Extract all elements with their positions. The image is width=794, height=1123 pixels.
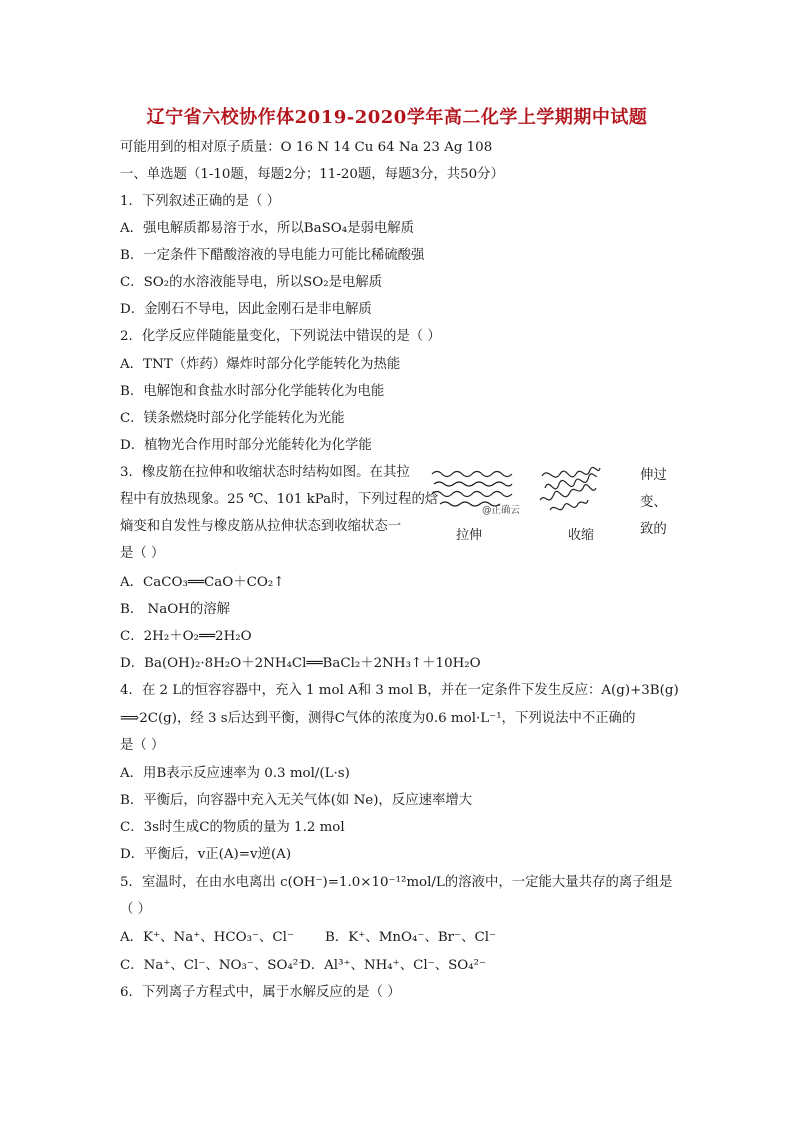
- q2-option-a: A．TNT（炸药）爆炸时部分化学能转化为热能: [120, 357, 401, 372]
- q4-stem-line2: ⟹2C(g)，经 3 s后达到平衡，测得C气体的浓度为0.6 mol·L⁻¹，下列说法中不正确的: [120, 711, 636, 726]
- q3-option-b: B． NaOH的溶解: [120, 602, 231, 617]
- q2-stem: 2．化学反应伴随能量变化，下列说法中错误的是（ ）: [120, 329, 441, 344]
- q4-option-a: A．用B表示反应速率为 0.3 mol/(L·s): [120, 766, 350, 781]
- q3-side-text3: 致的: [640, 522, 667, 537]
- q5-option-b: B．K⁺、MnO₄⁻、Br⁻、Cl⁻: [325, 930, 497, 945]
- q3-option-c: C．2H₂＋O₂══2H₂O: [120, 629, 252, 644]
- q5-stem-line2: （ ）: [120, 902, 152, 917]
- q1-option-b: B．一定条件下醋酸溶液的导电能力可能比稀硫酸强: [120, 248, 425, 263]
- q4-option-d: D．平衡后，v正(A)=v逆(A): [120, 847, 292, 862]
- q3-stem-line1: 3．橡皮筋在拉伸和收缩状态时结构如图。在其拉: [120, 465, 410, 480]
- q2-option-d: D．植物光合作用时部分光能转化为化学能: [120, 438, 372, 453]
- q5-option-a: A．K⁺、Na⁺、HCO₃⁻、Cl⁻: [120, 930, 295, 945]
- q3-side-text1: 伸过: [640, 468, 667, 483]
- q1-option-c: C．SO₂的水溶液能导电，所以SO₂是电解质: [120, 275, 383, 290]
- q3-option-d: D．Ba(OH)₂·8H₂O＋2NH₄Cl══BaCl₂＋2NH₃↑＋10H₂O: [120, 656, 481, 671]
- q1-option-d: D．金刚石不导电，因此金刚石是非电解质: [120, 302, 372, 317]
- exam-title: 辽宁省六校协作体2019-2020学年高二化学上学期期中试题: [146, 107, 648, 128]
- section-heading: 一、单选题（1-10题，每题2分；11-20题，每题3分，共50分）: [120, 167, 504, 182]
- q4-stem-line3: 是（ ）: [120, 738, 165, 753]
- q2-option-c: C．镁条燃烧时部分化学能转化为光能: [120, 411, 345, 426]
- rubber-band-figure: [430, 462, 645, 544]
- q1-option-a: A．强电解质都易溶于水，所以BaSO₄是弱电解质: [120, 221, 415, 236]
- shrink-label: 收缩: [568, 528, 595, 543]
- q5-option-d: D．Al³⁺、NH₄⁺、Cl⁻、SO₄²⁻: [300, 958, 487, 973]
- watermark-text: @正确云: [482, 505, 521, 516]
- q5-option-c: C．Na⁺、Cl⁻、NO₃⁻、SO₄²⁻: [120, 958, 306, 973]
- q3-stem-line3: 熵变和自发性与橡皮筋从拉伸状态到收缩状态一: [120, 519, 402, 534]
- stretch-label: 拉伸: [456, 528, 483, 543]
- q3-stem-line4: 是（ ）: [120, 546, 165, 561]
- q3-option-a: A．CaCO₃══CaO＋CO₂↑: [120, 575, 285, 590]
- q5-stem-line1: 5．室温时，在由水电离出 c(OH⁻)=1.0×10⁻¹²mol/L的溶液中，一定能大量共存的离子组是: [120, 875, 673, 890]
- q6-stem: 6．下列离子方程式中，属于水解反应的是（ ）: [120, 985, 401, 1000]
- q4-stem-line1: 4．在 2 L的恒容容器中，充入 1 mol A和 3 mol B，并在一定条件下发生反应：A(g)+3B(g): [120, 683, 679, 698]
- q2-option-b: B．电解饱和食盐水时部分化学能转化为电能: [120, 384, 385, 399]
- q4-option-b: B．平衡后，向容器中充入无关气体(如 Ne)，反应速率增大: [120, 793, 473, 808]
- q3-side-text2: 变、: [640, 495, 667, 510]
- q1-stem: 1．下列叙述正确的是（ ）: [120, 194, 281, 209]
- shrunk-chains: [540, 467, 600, 510]
- rubber-band-diagram: [430, 462, 645, 522]
- atomic-masses: 可能用到的相对原子质量：O 16 N 14 Cu 64 Na 23 Ag 108: [120, 140, 493, 155]
- q4-option-c: C．3s时生成C的物质的量为 1.2 mol: [120, 820, 345, 835]
- q3-stem-line2: 程中有放热现象。25 ℃、101 kPa时，下列过程的焓: [120, 492, 439, 507]
- stretched-chains: [432, 472, 512, 507]
